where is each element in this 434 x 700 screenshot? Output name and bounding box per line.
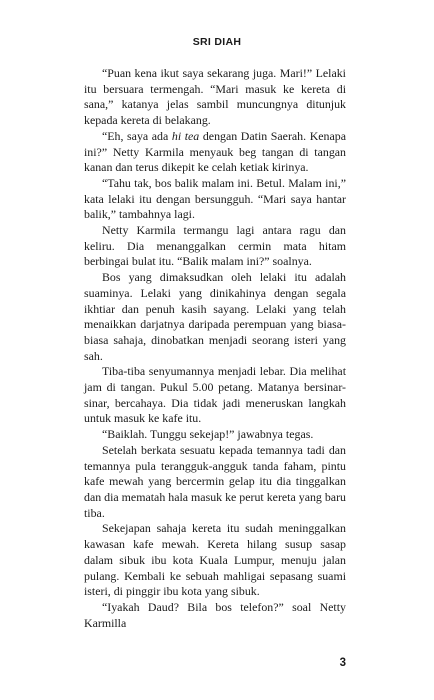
paragraph: “Baiklah. Tunggu sekejap!” jawabnya tegas. [102, 427, 314, 442]
paragraph: “Puan kena ikut saya sekarang juga. Mari!” Lelaki itu bersuara termengah. “Mari masuk ke kereta di sana,” katanya jelas sambil muncungnya ditunjuk kepada kereta di belakang. [84, 66, 346, 128]
italic-phrase: hi tea [171, 128, 200, 143]
paragraph: Bos yang dimaksudkan oleh lelaki itu adalah suaminya. Lelaki yang dinikahinya dengan segala ikhtiar dan penuh kasih sayang. Lelaki yang telah menaikkan darjatnya daripada perempuan yang biasa-biasa sahaja, dinobatkan menjadi seorang isteri yang sah. [84, 270, 346, 363]
paragraph-text: dengan Datin Saerah. Kenapa ini?” Netty Karmila menyauk beg tangan di tangan kanan dan terus dikepit ke celah ketiak kirinya. [84, 128, 347, 175]
running-header: SRI DIAH [192, 36, 242, 48]
paragraph: Setelah berkata sesuatu kepada temannya tadi dan temannya pula terangguk-angguk tanda faham, pintu kafe mewah yang bercermin gelap itu dia tinggalkan dan dia mematah hala masuk ke perut kereta yang baru tiba. [84, 442, 346, 520]
paragraph: Sekejapan sahaja kereta itu sudah meninggalkan kawasan kafe mewah. Kereta hilang susup sasap dalam sibuk ibu kota Kuala Lumpur, menuju jalan pulang. Kembali ke sebuah mahligai sepasang suami isteri, di pinggir ibu kota yang sibuk. [84, 521, 346, 599]
paragraph: “Iyakah Daud? Bila bos telefon?” soal Netty Karmilla [84, 599, 346, 630]
paragraph [84, 129, 346, 176]
paragraph: Tiba-tiba senyumannya menjadi lebar. Dia melihat jam di tangan. Pukul 5.00 petang. Matanya bersinar-sinar, bercahaya. Dia tidak jadi meneruskan langkah untuk masuk ke kafe itu. [84, 364, 346, 426]
paragraph: “Tahu tak, bos balik malam ini. Betul. Malam ini,” kata lelaki itu dengan bersungguh. “Mari saya hantar balik,” tambahnya lagi. [84, 175, 346, 222]
paragraph: Netty Karmila termangu lagi antara ragu dan keliru. Dia menanggalkan cermin mata hitam berbingai bulat itu. “Balik malam ini?” soalnya. [84, 223, 346, 269]
paragraph-text: “Eh, saya ada [102, 128, 172, 143]
body-text [84, 66, 346, 631]
page-number: 3 [339, 657, 346, 669]
